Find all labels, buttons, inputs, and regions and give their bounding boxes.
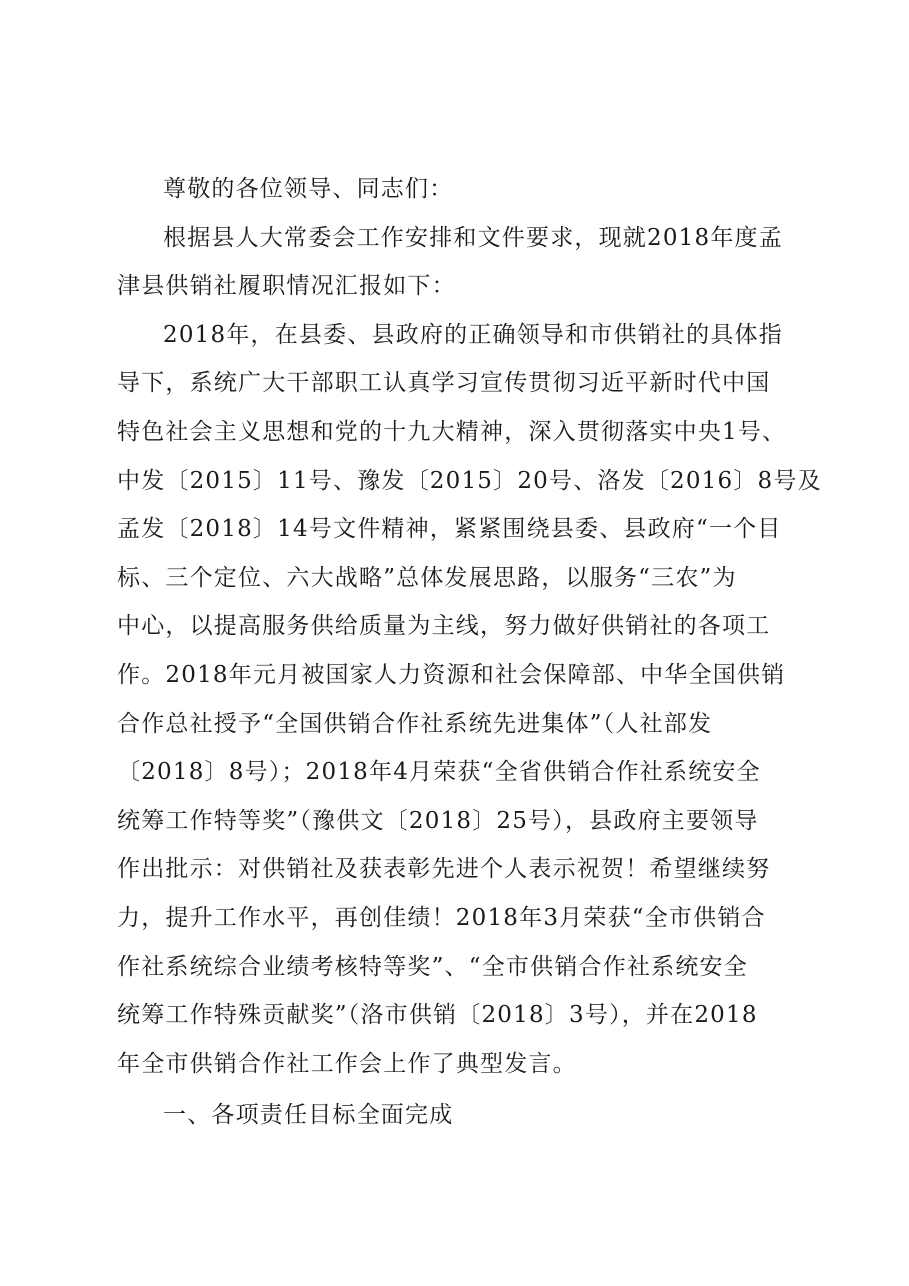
body-line: 作社系统综合业绩考核特等奖”、“全市供销合作社系统安全 (117, 953, 748, 980)
body-line: 导下，系统广大干部职工认真学习宣传贯彻习近平新时代中国 (117, 370, 771, 397)
body-line: 力，提升工作水平，再创佳绩！2018年3月荣获“全市供销合 (117, 904, 766, 931)
document-body (117, 165, 822, 1140)
section-heading-text: 一、各项责任目标全面完成 (163, 1102, 454, 1129)
intro-line: 津县供销社履职情况汇报如下： (117, 273, 456, 300)
body-line: 年全市供销合作社工作会上作了典型发言。 (117, 1050, 577, 1077)
body-line: 〔2018〕8号）；2018年4月荣获“全省供销合作社系统安全 (117, 759, 761, 786)
body-line: 作出批示：对供销社及获表彰先进个人表示祝贺！希望继续努 (117, 856, 771, 883)
body-line: 统筹工作特殊贡献奖”（洛市供销〔2018〕3号），并在2018 (117, 1002, 758, 1029)
salutation (117, 165, 792, 214)
intro-paragraph (117, 214, 792, 311)
body-line: 中发〔2015〕11号、豫发〔2015〕20号、洛发〔2016〕8号及 (117, 467, 822, 494)
intro-line: 根据县人大常委会工作安排和文件要求，现就2018年度孟 (163, 224, 783, 251)
body-line: 合作总社授予“全国供销合作社系统先进集体”（人社部发 (117, 710, 713, 737)
salutation-text: 尊敬的各位领导、同志们： (163, 176, 454, 202)
report-paragraph (117, 311, 822, 1089)
body-line: 孟发〔2018〕14号文件精神，紧紧围绕县委、县政府“一个目 (117, 516, 782, 543)
body-line: 标、三个定位、六大战略”总体发展思路，以服务“三农”为 (117, 564, 737, 591)
body-line: 中心，以提高服务供给质量为主线，努力做好供销社的各项工 (117, 613, 771, 640)
body-line: 统筹工作特等奖”（豫供文〔2018〕25号），县政府主要领导 (117, 807, 759, 834)
body-line: 特色社会主义思想和党的十九大精神，深入贯彻落实中央1号、 (117, 418, 787, 445)
body-line: 作。2018年元月被国家人力资源和社会保障部、中华全国供销 (117, 661, 786, 688)
body-line: 2018年，在县委、县政府的正确领导和市供销社的具体指 (163, 321, 783, 348)
section-heading (117, 1091, 792, 1140)
